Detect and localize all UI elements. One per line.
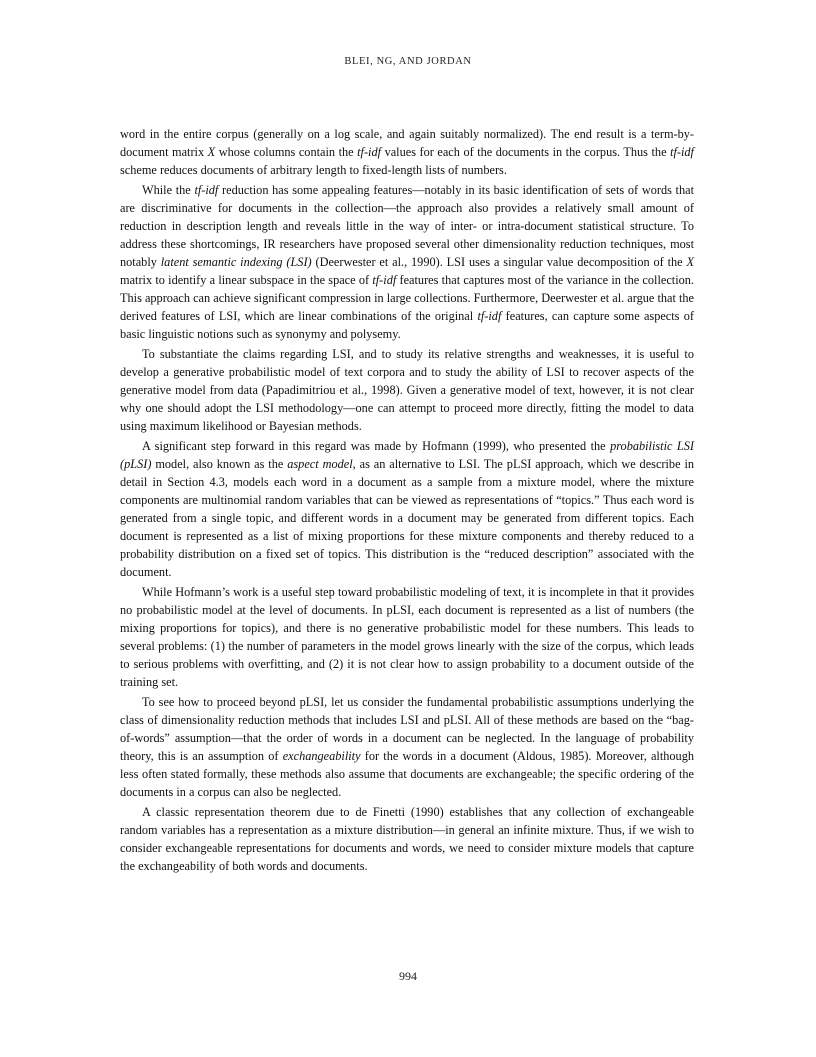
- paragraph-5: [120, 583, 694, 691]
- text-run: A classic representation theorem due to de Finetti (1990) establishes that any collection of exchangeable random variables has a representation as a mixture distribution—in general an infinite mixture. Thus, if we wish to consider exchangeable representations for documents and words, we need to consider mixture models that capture the exchangeability of both words and documents.: [120, 805, 694, 873]
- italic-term: X: [207, 145, 216, 159]
- italic-term: X: [686, 255, 694, 269]
- text-run: (Deerwester et al., 1990). LSI uses a singular value decomposition of the: [311, 255, 687, 269]
- text-run: To substantiate the claims regarding LSI, and to study its relative strengths and weaknesses, it is useful to develop a generative probabilistic model of text corpora and to study the ability of LSI to recover aspects of the generative model from data (Papadimitriou et al., 1998). Given a generative model of text, however, it is not clear why one should adopt the LSI methodology—one can attempt to proceed more directly, fitting the model to data using maximum likelihood or Bayesian methods.: [120, 347, 694, 433]
- text-run: for the words in a document (Aldous, 1985). Moreover, although less often stated formally, these methods also assume that documents are exchangeable; the specific ordering of the documents in a corpus can also be neglected.: [120, 749, 694, 799]
- italic-term: exchangeability: [282, 749, 361, 763]
- italic-term: tf-idf: [477, 309, 502, 323]
- text-run: whose columns contain the: [215, 145, 358, 159]
- paragraph-4: [120, 437, 694, 581]
- page-number: 994: [399, 969, 417, 983]
- italic-term: tf-idf: [670, 145, 694, 159]
- text-run: To see how to proceed beyond pLSI, let us consider the fundamental probabilistic assumptions underlying the class of dimensionality reduction methods that includes LSI and pLSI. All of these methods are based on the “bag-of-words” assumption—that the order of words in a document can be neglected. In the language of probability theory, this is an assumption of: [120, 695, 694, 763]
- text-run: While Hofmann’s work is a useful step toward probabilistic modeling of text, it is incomplete in that it provides no probabilistic model at the level of documents. In pLSI, each document is represented as a list of numbers (the mixing proportions for topics), and there is no generative probabilistic model for these numbers. This leads to several problems: (1) the number of parameters in the model grows linearly with the size of the corpus, which leads to serious problems with overfitting, and (2) it is not clear how to assign probability to a document outside of the training set.: [120, 585, 694, 689]
- italic-term: latent semantic indexing (LSI): [160, 255, 312, 269]
- text-run: values for each of the documents in the corpus. Thus the: [381, 145, 671, 159]
- text-run: word in the entire corpus (generally on a log scale, and again suitably normalized). The end result is a term-by-document matrix: [120, 127, 694, 159]
- paragraph-7: [120, 803, 694, 875]
- italic-term: probabilistic LSI (pLSI): [120, 439, 694, 471]
- paragraph-2: [120, 181, 694, 343]
- text-run: features, can capture some aspects of basic linguistic notions such as synonymy and polysemy.: [120, 309, 694, 341]
- text-run: model, also known as the: [151, 457, 288, 471]
- paragraph-6: [120, 693, 694, 801]
- paragraph-3: [120, 345, 694, 435]
- text-run: features that captures most of the variance in the collection. This approach can achieve significant compression in large collections. Furthermore, Deerwester et al. argue that the derived features of LSI, which are linear combinations of the original: [120, 273, 694, 323]
- text-run: A significant step forward in this regard was made by Hofmann (1999), who presented the: [142, 439, 611, 453]
- text-run: scheme reduces documents of arbitrary length to fixed-length lists of numbers.: [120, 163, 507, 177]
- page-body: [120, 125, 694, 877]
- italic-term: tf-idf: [194, 183, 219, 197]
- text-run: , as an alternative to LSI. The pLSI approach, which we describe in detail in Section 4.3, models each word in a document as a sample from a mixture model, where the mixture components are multinomial random variables that can be viewed as representations of “topics.” Thus each word is generated from a single topic, and different words in a document may be generated from different topics. Each document is represented as a list of mixing proportions for these mixture components and thereby reduced to a probability distribution on a fixed set of topics. This distribution is the “reduced description” associated with the document.: [120, 457, 695, 579]
- italic-term: tf-idf: [372, 273, 397, 287]
- italic-term: tf-idf: [357, 145, 382, 159]
- paragraph-1: [120, 125, 694, 179]
- running-header: BLEI, NG, AND JORDAN: [344, 56, 472, 67]
- text-run: While the: [142, 183, 195, 197]
- italic-term: aspect model: [287, 457, 353, 471]
- text-run: reduction has some appealing features—notably in its basic identification of sets of words that are discriminative for documents in the collection—the approach also provides a relatively small amount of reduction in description length and reveals little in the way of inter- or intra-document statistical structure. To address these shortcomings, IR researchers have proposed several other dimensionality reduction techniques, most notably: [120, 183, 694, 269]
- text-run: matrix to identify a linear subspace in the space of: [120, 273, 373, 287]
